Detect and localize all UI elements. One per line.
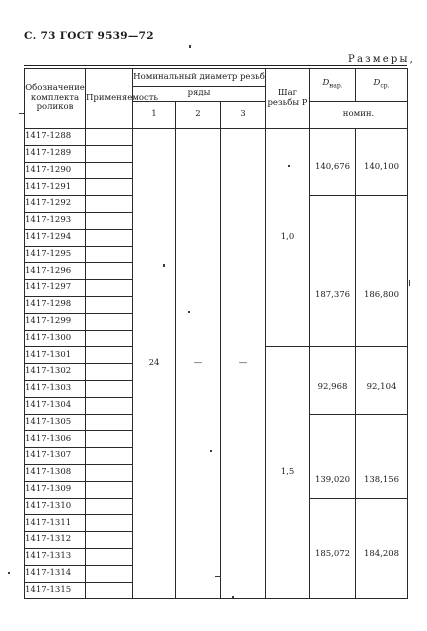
roller-set-designation: 1417-1296 bbox=[25, 263, 86, 280]
applicability-cell bbox=[86, 263, 133, 280]
nominal-diameter-row3: — bbox=[221, 129, 266, 599]
d-nar-value bbox=[310, 414, 356, 498]
scan-speck bbox=[19, 113, 24, 114]
applicability-cell bbox=[86, 280, 133, 297]
scan-speck bbox=[215, 576, 220, 577]
roller-set-designation: 1417-1303 bbox=[25, 380, 86, 397]
rollers-table bbox=[24, 68, 408, 599]
d-nar-value bbox=[310, 129, 356, 196]
applicability-cell bbox=[86, 229, 133, 246]
roller-set-designation: 1417-1313 bbox=[25, 548, 86, 565]
scan-speck bbox=[188, 311, 190, 313]
nominal-diameter-row1: 24 bbox=[133, 129, 176, 599]
header-d-sr-subscript: ср. bbox=[380, 83, 390, 91]
roller-set-designation: 1417-1311 bbox=[25, 515, 86, 532]
roller-set-designation: 1417-1290 bbox=[25, 162, 86, 179]
roller-set-designation: 1417-1298 bbox=[25, 296, 86, 313]
roller-set-designation: 1417-1305 bbox=[25, 414, 86, 431]
roller-set-designation: 1417-1314 bbox=[25, 565, 86, 582]
applicability-cell bbox=[86, 296, 133, 313]
roller-set-designation: 1417-1310 bbox=[25, 498, 86, 515]
roller-set-designation: 1417-1293 bbox=[25, 212, 86, 229]
applicability-cell bbox=[86, 548, 133, 565]
roller-set-designation: 1417-1315 bbox=[25, 582, 86, 599]
roller-set-designation: 1417-1307 bbox=[25, 448, 86, 465]
roller-set-designation: 1417-1299 bbox=[25, 313, 86, 330]
d-sr-value bbox=[356, 414, 408, 498]
header-d-nar-symbol: D bbox=[322, 78, 330, 89]
d-sr-value bbox=[356, 498, 408, 599]
applicability-cell bbox=[86, 246, 133, 263]
applicability-cell bbox=[86, 448, 133, 465]
roller-set-designation: 1417-1291 bbox=[25, 179, 86, 196]
d-nar-value bbox=[310, 347, 356, 414]
table-row bbox=[25, 129, 408, 146]
scan-speck bbox=[8, 572, 10, 574]
header-rows-label: ряды bbox=[133, 87, 266, 102]
d-nar-text: 187,376 bbox=[314, 289, 351, 300]
thread-pitch: 1,0 bbox=[266, 129, 310, 347]
d-sr-value bbox=[356, 347, 408, 414]
applicability-cell bbox=[86, 162, 133, 179]
d-sr-value bbox=[356, 129, 408, 196]
d-sr-text: 186,800 bbox=[363, 289, 400, 300]
header-d-sr bbox=[356, 69, 408, 102]
roller-set-designation: 1417-1308 bbox=[25, 464, 86, 481]
applicability-cell bbox=[86, 464, 133, 481]
header-d-nar-subscript: нар. bbox=[329, 83, 343, 91]
header-pitch: Шаг резьбы P bbox=[266, 69, 310, 129]
applicability-cell bbox=[86, 364, 133, 381]
roller-set-designation: 1417-1306 bbox=[25, 431, 86, 448]
roller-set-designation: 1417-1288 bbox=[25, 129, 86, 146]
d-nar-text: 139,020 bbox=[314, 475, 351, 486]
scan-speck bbox=[409, 280, 410, 286]
d-sr-value bbox=[356, 196, 408, 347]
scan-speck bbox=[210, 450, 212, 452]
roller-set-designation: 1417-1300 bbox=[25, 330, 86, 347]
applicability-cell bbox=[86, 179, 133, 196]
roller-set-designation: 1417-1294 bbox=[25, 229, 86, 246]
roller-set-designation: 1417-1289 bbox=[25, 145, 86, 162]
page-header: С. 73 ГОСТ 9539—72 bbox=[24, 30, 154, 42]
applicability-cell bbox=[86, 565, 133, 582]
applicability-cell bbox=[86, 129, 133, 146]
header-nomin: номин. bbox=[310, 102, 408, 129]
d-nar-text: 140,676 bbox=[314, 162, 351, 173]
scan-speck bbox=[189, 45, 191, 48]
applicability-cell bbox=[86, 481, 133, 498]
applicability-cell bbox=[86, 515, 133, 532]
header-row-3: 3 bbox=[221, 102, 266, 129]
roller-set-designation: 1417-1304 bbox=[25, 397, 86, 414]
applicability-cell bbox=[86, 498, 133, 515]
d-nar-text: 185,072 bbox=[314, 548, 351, 559]
applicability-cell bbox=[86, 196, 133, 213]
applicability-cell bbox=[86, 145, 133, 162]
roller-set-designation: 1417-1309 bbox=[25, 481, 86, 498]
scan-speck bbox=[288, 165, 290, 167]
applicability-cell bbox=[86, 212, 133, 229]
sizes-caption: Размеры, bbox=[348, 54, 415, 65]
applicability-cell bbox=[86, 347, 133, 364]
header-row-2: 2 bbox=[176, 102, 221, 129]
roller-set-designation: 1417-1297 bbox=[25, 280, 86, 297]
scan-speck bbox=[163, 264, 165, 267]
applicability-cell bbox=[86, 414, 133, 431]
d-sr-text: 138,156 bbox=[363, 475, 400, 486]
header-nominal-diameter: Номинальный диаметр резьб bbox=[133, 69, 266, 87]
header-applicability: Применяемость bbox=[86, 69, 133, 129]
header-row-1: 1 bbox=[133, 102, 176, 129]
applicability-cell bbox=[86, 330, 133, 347]
thread-pitch: 1,5 bbox=[266, 347, 310, 599]
roller-set-designation: 1417-1292 bbox=[25, 196, 86, 213]
header-d-nar bbox=[310, 69, 356, 102]
applicability-cell bbox=[86, 380, 133, 397]
d-sr-text: 184,208 bbox=[363, 548, 400, 559]
nominal-diameter-row2: — bbox=[176, 129, 221, 599]
applicability-cell bbox=[86, 582, 133, 599]
applicability-cell bbox=[86, 431, 133, 448]
top-rule bbox=[24, 65, 407, 66]
header-designation: Обозначение комплекта роликов bbox=[25, 69, 86, 129]
applicability-cell bbox=[86, 313, 133, 330]
d-sr-text: 140,100 bbox=[363, 162, 400, 173]
applicability-cell bbox=[86, 532, 133, 549]
roller-set-designation: 1417-1302 bbox=[25, 364, 86, 381]
d-nar-value bbox=[310, 498, 356, 599]
applicability-cell bbox=[86, 397, 133, 414]
roller-set-designation: 1417-1312 bbox=[25, 532, 86, 549]
d-nar-text: 92,968 bbox=[317, 381, 348, 392]
d-nar-value bbox=[310, 196, 356, 347]
roller-set-designation: 1417-1295 bbox=[25, 246, 86, 263]
scan-speck bbox=[232, 596, 234, 598]
header-d-sr-symbol: D bbox=[373, 78, 381, 89]
roller-set-designation: 1417-1301 bbox=[25, 347, 86, 364]
d-sr-text: 92,104 bbox=[366, 381, 397, 392]
